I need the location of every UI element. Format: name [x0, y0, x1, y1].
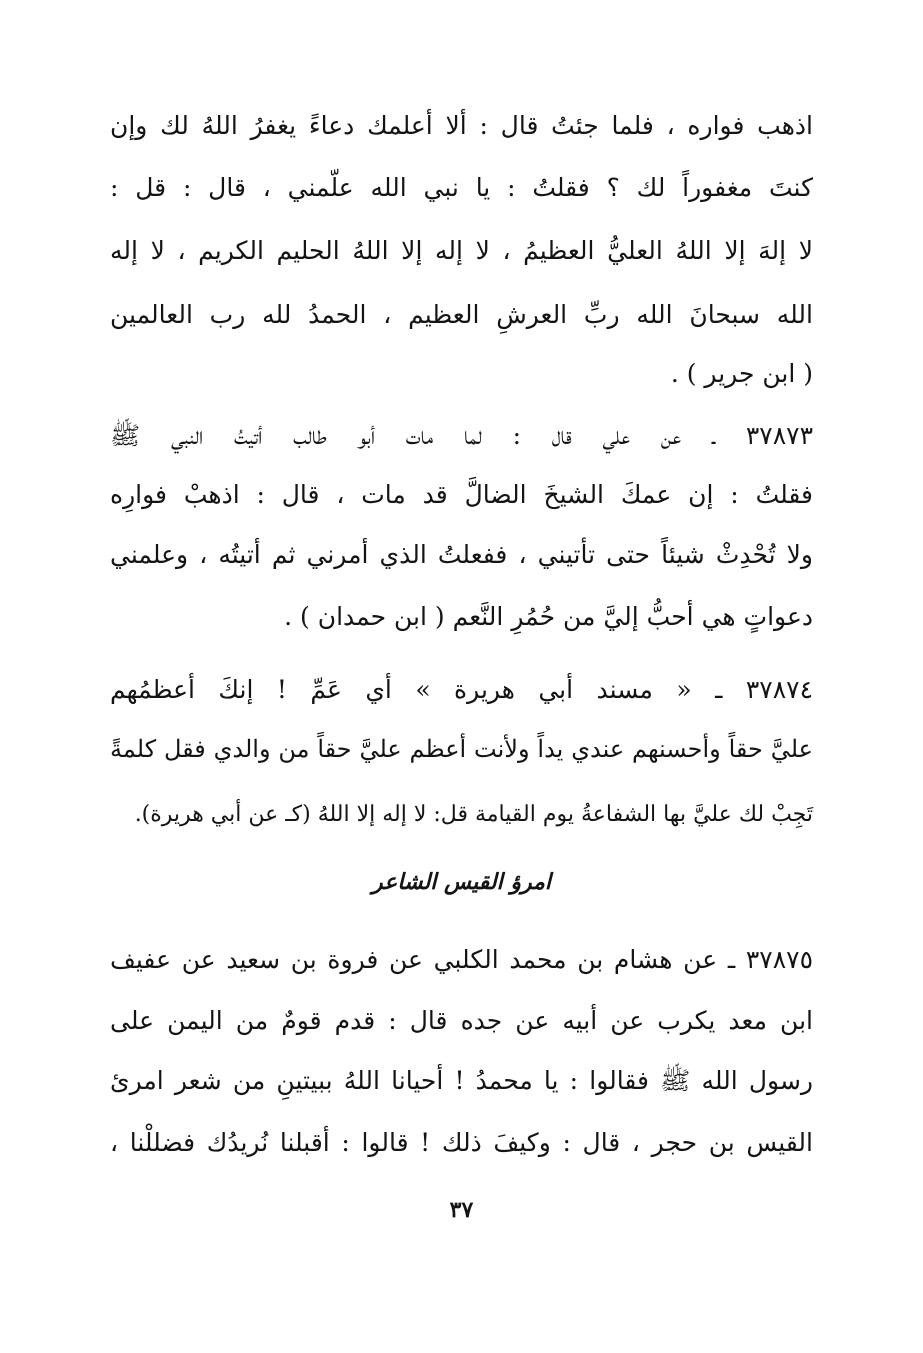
text-line: اذهب فواره ، فلما جئتُ قال : ألا أعلمك دعاءً يغفرُ اللهُ لك وإن	[110, 111, 813, 140]
section-heading: امرؤ القيس الشاعر	[371, 869, 552, 895]
text-line: ( ابن جرير ) .	[670, 359, 813, 388]
text-line: الله سبحانَ الله ربِّ العرشِ العظيم ، الحمدُ لله رب العالمين	[110, 300, 813, 329]
text-line: القيس بن حجر ، قال : وكيفَ ذلك ! قالوا : أقبلنا نُريدُك فضللْنا ،	[110, 1128, 813, 1157]
text-line: دعواتٍ هي أحبُّ إليَّ من حُمُرِ النَّعم ( ابن حمدان ) .	[284, 602, 813, 631]
text-line: رسول الله ﷺ فقالوا : يا محمدُ ! أحيانا اللهُ ببيتينِ من شعر امرئ	[110, 1066, 813, 1095]
text-line: ٣٧٨٧٤ ـ « مسند أبي هريرة » أي عَمِّ ! إنكَ أعظمُهم	[110, 675, 813, 704]
text-line: ٣٧٨٧٥ ـ عن هشام بن محمد الكلبي عن فروة بن سعيد عن عفيف	[110, 945, 813, 974]
text-line: عليَّ حقاً وأحسنهم عندي يداً ولأنت أعظم عليَّ حقاً من والدي فقل كلمةً	[110, 735, 813, 763]
page-number: ٣٧	[449, 1197, 474, 1223]
text-line: ابن معد يكرب عن أبيه عن جده قال : قدم قومٌ من اليمن على	[110, 1006, 813, 1035]
text-line: لا إلهَ إلا اللهُ العليُّ العظيمُ ، لا إله إلا اللهُ الحليم الكريم ، لا إله	[110, 236, 813, 265]
text-line: تَجِبْ لك عليَّ بها الشفاعةُ يوم القيامة قل: لا إله إلا اللهُ (كـ عن أبي هريرة).	[134, 802, 813, 827]
text-line: ٣٧٨٧٣ ـ عن علي قال : لما مات أبو طالب أتيتُ النبي ﷺ	[110, 421, 813, 450]
text-line: كنتَ مغفوراً لك ؟ فقلتُ : يا نبي الله علّمني ، قال : قل :	[110, 173, 813, 202]
text-line: ولا تُحْدِثْ شيئاً حتى تأتيني ، ففعلتُ الذي أمرني ثم أتيتُه ، وعلمني	[110, 540, 813, 569]
text-line: فقلتُ : إن عمكَ الشيخَ الضالَّ قد مات ، قال : اذهبْ فوارِه	[110, 480, 813, 509]
